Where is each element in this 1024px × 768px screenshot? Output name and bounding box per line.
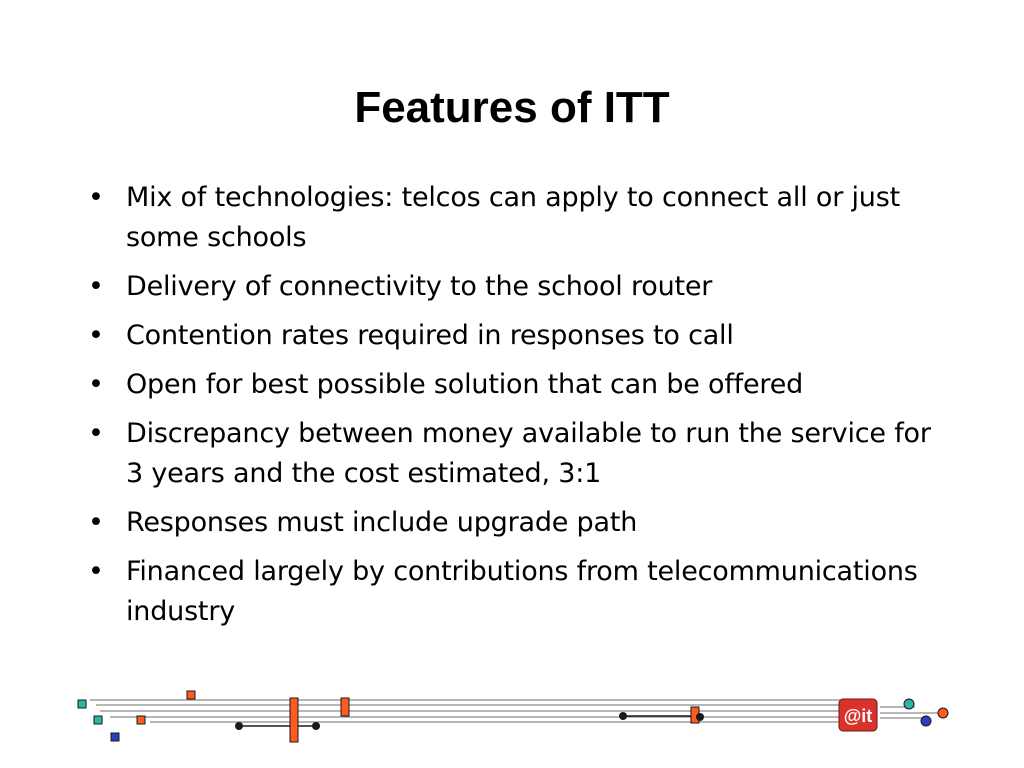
bullet-text: Delivery of connectivity to the school router	[126, 271, 713, 302]
bullet-item	[86, 365, 956, 405]
black-dot-icon	[619, 712, 627, 720]
bullet-list	[86, 178, 956, 641]
black-dot-icon	[696, 713, 704, 721]
ait-logo-text: @it	[843, 706, 873, 726]
black-dot-icon	[312, 722, 320, 730]
bullet-item	[86, 503, 956, 543]
bullet-text: Discrepancy between money available to run the service for 3 years and the cost estimated, 3:1	[126, 418, 931, 489]
bullet-item	[86, 552, 956, 632]
teal-square-icon	[94, 716, 102, 724]
bullet-text: Financed largely by contributions from telecommunications industry	[126, 556, 918, 627]
bullet-dot-icon: •	[88, 556, 104, 587]
orange-square-icon	[137, 716, 145, 724]
bullet-dot-icon: •	[88, 507, 104, 538]
black-dot-icon	[235, 722, 243, 730]
teal-square-icon	[78, 700, 86, 708]
bullet-text: Mix of technologies: telcos can apply to connect all or just some schools	[126, 182, 900, 253]
circuit-lines	[90, 700, 945, 722]
blue-circle-icon	[921, 716, 931, 726]
blue-square-icon	[111, 733, 119, 741]
bullet-item	[86, 414, 956, 494]
orange-bar-icon	[290, 698, 298, 742]
bullet-text: Responses must include upgrade path	[126, 507, 638, 538]
bullet-dot-icon: •	[88, 369, 104, 400]
orange-circle-icon	[938, 708, 948, 718]
ait-logo	[839, 699, 877, 731]
bullet-item	[86, 316, 956, 356]
bullet-dot-icon: •	[88, 418, 104, 449]
bullet-text: Contention rates required in responses to call	[126, 320, 734, 351]
teal-circle-icon	[904, 699, 914, 709]
bullet-text: Open for best possible solution that can be offered	[126, 369, 804, 400]
slide-title: Features of ITT	[354, 83, 670, 132]
orange-square-icon	[187, 691, 195, 699]
bullet-dot-icon: •	[88, 320, 104, 351]
orange-bar-icon	[341, 698, 349, 716]
bullet-dot-icon: •	[88, 271, 104, 302]
bullet-dot-icon: •	[88, 182, 104, 213]
bullet-item	[86, 178, 956, 258]
bullet-item	[86, 267, 956, 307]
footer-circuit-decoration	[0, 680, 1024, 750]
